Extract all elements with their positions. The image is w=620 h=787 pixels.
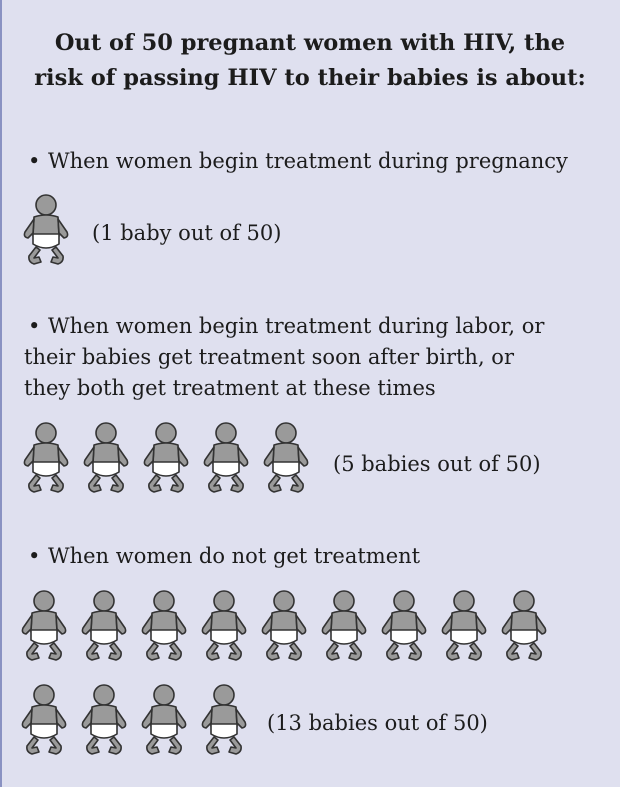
section-2-line-3: they both get treatment at these times bbox=[24, 376, 436, 400]
section-3-count: (13 babies out of 50) bbox=[267, 711, 488, 735]
baby-icon bbox=[138, 682, 190, 760]
section-2-line-1: When women begin treatment during labor, or bbox=[48, 314, 545, 338]
baby-icon bbox=[78, 588, 130, 666]
section-2-babies bbox=[20, 420, 320, 498]
baby-icon bbox=[140, 420, 192, 498]
section-2-line-2: their babies get treatment soon after birth, or bbox=[24, 345, 514, 369]
baby-icon bbox=[198, 588, 250, 666]
baby-icon bbox=[200, 420, 252, 498]
baby-icon bbox=[78, 682, 130, 760]
baby-icon bbox=[80, 420, 132, 498]
baby-icon bbox=[378, 588, 430, 666]
baby-icon bbox=[138, 588, 190, 666]
title-line-1: Out of 50 pregnant women with HIV, the bbox=[54, 30, 566, 56]
section-1-babies bbox=[20, 192, 80, 270]
baby-icon bbox=[498, 588, 550, 666]
section-3-babies-row-2 bbox=[18, 682, 258, 760]
baby-icon bbox=[18, 682, 70, 760]
baby-icon bbox=[198, 682, 250, 760]
left-border bbox=[0, 0, 2, 787]
bullet-dot: • bbox=[28, 149, 41, 173]
title-line-2: risk of passing HIV to their babies is about: bbox=[34, 65, 586, 91]
section-3-babies-row-1 bbox=[18, 588, 558, 666]
baby-icon bbox=[258, 588, 310, 666]
baby-icon bbox=[438, 588, 490, 666]
section-1-line-1: When women begin treatment during pregnancy bbox=[48, 149, 568, 173]
section-2-count: (5 babies out of 50) bbox=[333, 452, 541, 476]
baby-icon bbox=[20, 192, 72, 270]
baby-icon bbox=[260, 420, 312, 498]
baby-icon bbox=[20, 420, 72, 498]
bullet-dot: • bbox=[28, 314, 41, 338]
section-1-count: (1 baby out of 50) bbox=[92, 221, 282, 245]
section-3-line-1: When women do not get treatment bbox=[48, 544, 421, 568]
baby-icon bbox=[18, 588, 70, 666]
baby-icon bbox=[318, 588, 370, 666]
section-2-bullet bbox=[28, 310, 544, 342]
bullet-dot: • bbox=[28, 544, 41, 568]
section-1-bullet bbox=[28, 145, 568, 177]
section-3-bullet bbox=[28, 540, 420, 572]
page-title bbox=[0, 26, 620, 96]
